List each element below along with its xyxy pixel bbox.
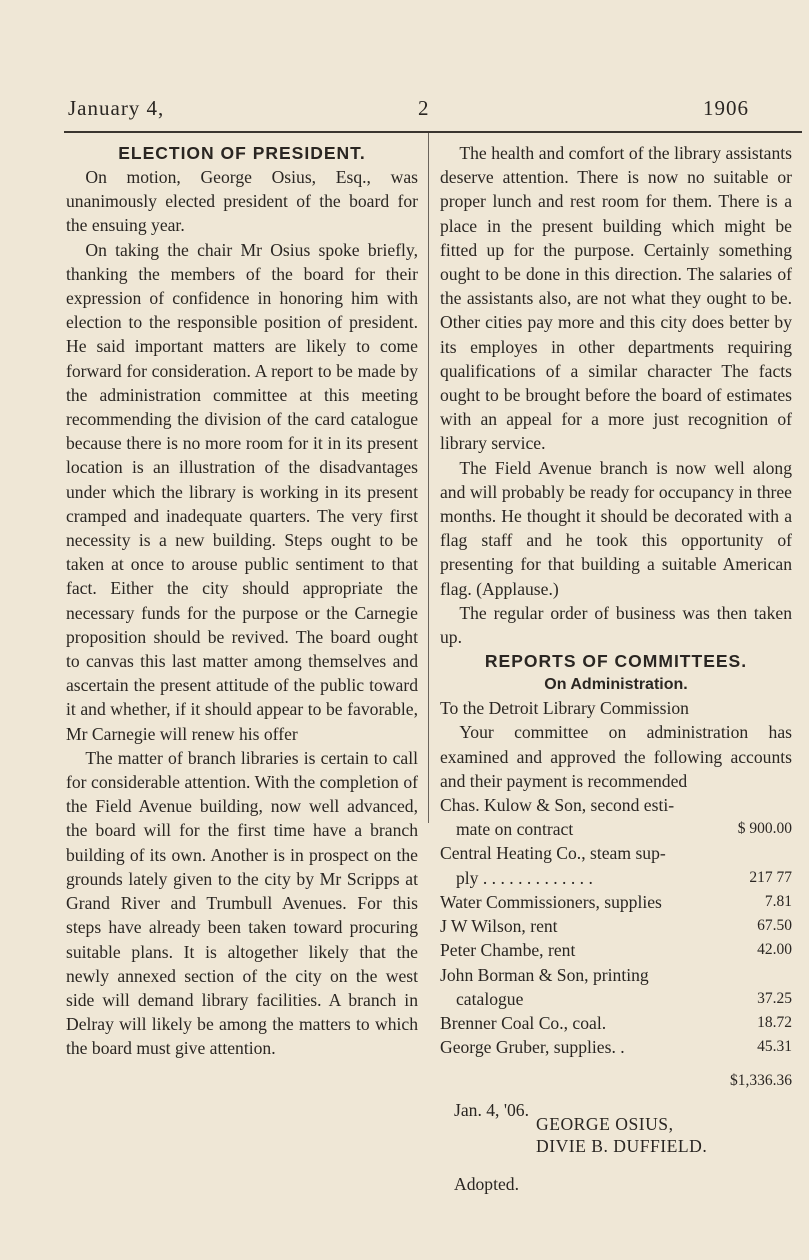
account-name: Water Commissioners, supplies (440, 891, 662, 912)
administration-subheading: On Administration. (544, 676, 688, 694)
accounts-list (440, 793, 792, 1059)
account-name: John Borman & Son, printing (440, 964, 649, 985)
signature-duffield: DIVIE B. DUFFIELD. (536, 1135, 708, 1156)
president-remarks-paragraph: On taking the chair Mr Osius spoke briefly, thanking the members of the board for their expression of confidence in honoring him with election to the responsible position of president. He said important matters are likely to come forward for consideration. A report to be made by the administration committee at this meeting recommending the division of the card catalogue because there is no more room for it in its present location is an illustration of the disadvantages under which the library is working in its present cramped and inadequate quarters. The very first necessity is a new building. Steps ought to be taken at once to arouse public sentiment to that fact. Either the city should appropriate the necessary funds for the purpose or the Carnegie proposition should be revived. The board ought to canvas this last matter among themselves and ascertain the present attitude of the public toward it and whether, if it should appear to be favorable, Mr Carnegie will renew his offer (66, 239, 418, 744)
account-name: Central Heating Co., steam sup- (440, 843, 666, 864)
committee-paragraph: Your committee on administration has examined and approved the following accounts and their payment is recommended (440, 722, 792, 791)
header-date: January 4, (68, 96, 165, 120)
account-name: George Gruber, supplies. . (440, 1037, 625, 1058)
account-item (440, 1035, 792, 1059)
to-line: To the Detroit Library Commission (440, 698, 689, 719)
column-divider (428, 133, 429, 823)
field-avenue-paragraph: The Field Avenue branch is now well along and will probably be ready for occupancy in three months. He thought it should be decorated with a flag staff and he took this opportunity of presenting for that building a suitable American flag. (Applause.) (440, 457, 792, 599)
branch-libraries-paragraph: The matter of branch libraries is certain to call for considerable attention. With the completion of the Field Avenue building, now well advanced, the board will for the first time have a branch building of its own. Another is in prospect on the grounds lately given to the city by Mr Scripps at Grand River and Trumbull Avenues. For this steps have already been taken toward procuring suitable plans. It is altogether likely that the newly annexed section of the city on the west side will demand library facilities. A branch in Delray will likely be among the matters to which the board must give attention. (66, 747, 418, 1059)
account-amount: 217 77 (749, 868, 792, 886)
account-amount: $ 900.00 (737, 820, 792, 838)
account-item (440, 793, 792, 841)
account-item (440, 841, 792, 889)
account-amount: 45.31 (757, 1038, 792, 1056)
election-heading: ELECTION OF PRESIDENT. (118, 143, 366, 163)
header-rule (64, 131, 802, 133)
signature-osius: GEORGE OSIUS, (536, 1113, 674, 1134)
page-header (0, 96, 809, 126)
account-amount: 37.25 (757, 989, 792, 1007)
account-name-continued: catalogue (456, 988, 524, 1009)
account-item (440, 963, 792, 1011)
account-item (440, 890, 792, 914)
account-name: Brenner Coal Co., coal. (440, 1012, 607, 1033)
account-amount: 7.81 (764, 892, 792, 910)
signoff (440, 1098, 792, 1168)
right-column (440, 141, 792, 1196)
account-name: Peter Chambe, rent (440, 940, 576, 961)
left-column (66, 141, 418, 1061)
account-amount: 18.72 (757, 1013, 792, 1031)
account-amount: 42.00 (757, 941, 792, 959)
account-amount: 67.50 (757, 917, 792, 935)
adopted-note: Adopted. (454, 1173, 519, 1194)
report-date: Jan. 4, '06. (454, 1099, 530, 1120)
header-year: 1906 (703, 96, 749, 120)
account-name-continued: ply . . . . . . . . . . . . . (456, 867, 593, 888)
accounts-total: $1,336.36 (730, 1072, 792, 1090)
account-item (440, 914, 792, 938)
election-paragraph: On motion, George Osius, Esq., was unanimously elected president of the board for the ensuing year. (66, 167, 418, 236)
account-name-continued: mate on contract (456, 819, 574, 840)
account-name: Chas. Kulow & Son, second esti- (440, 795, 675, 816)
assistants-paragraph: The health and comfort of the library assistants deserve attention. There is now no suitable or proper lunch and rest room for them. There is a place in the present building which might be fitted up for the purpose. Certainly something ought to be done in this direction. The salaries of the assistants also, are not what they ought to be. Other cities pay more and this city does better by its employes in other departments requiring qualifications of a similar character The facts ought to be brought before the board of estimates with an appeal for a more just recognition of library service. (440, 143, 792, 454)
reports-heading: REPORTS OF COMMITTEES. (484, 651, 748, 672)
account-item (440, 938, 792, 962)
page-number: 2 (418, 96, 430, 120)
account-name: J W Wilson, rent (440, 916, 558, 937)
account-item (440, 1011, 792, 1035)
business-paragraph: The regular order of business was then taken up. (440, 602, 792, 648)
